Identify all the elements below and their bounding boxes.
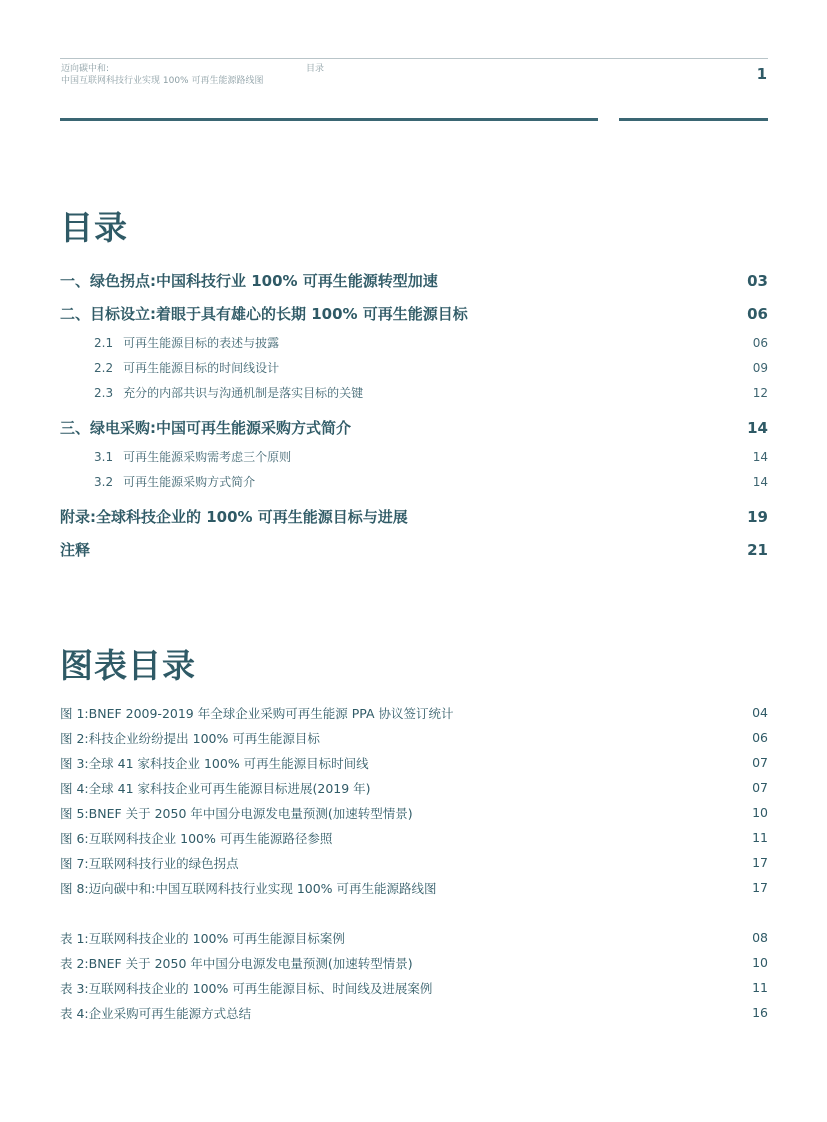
toc-entry-page: 14 xyxy=(752,474,768,489)
page-number: 1 xyxy=(756,65,767,83)
figure-entry-text: 图 4:全球 41 家科技企业可再生能源目标进展(2019 年) xyxy=(60,780,371,796)
toc-entry-page: 14 xyxy=(752,449,768,464)
toc-subentry[interactable] xyxy=(60,380,768,405)
toc-subentry-label: 可再生能源采购需考虑三个原则 xyxy=(123,450,292,464)
toc-subentry[interactable] xyxy=(60,355,768,380)
running-header-title xyxy=(61,63,263,87)
toc-entry-text: 三、绿电采购:中国可再生能源采购方式简介 xyxy=(60,419,352,437)
figure-entry-page: 06 xyxy=(752,730,768,745)
table-entry-page: 11 xyxy=(752,980,768,995)
figure-entry-page: 17 xyxy=(752,880,768,895)
running-header-line1: 迈向碳中和: xyxy=(61,64,110,74)
toc-subentry-label: 可再生能源采购方式简介 xyxy=(123,475,256,489)
toc-subentry-number: 3.1 xyxy=(94,450,114,464)
figure-entry-page: 04 xyxy=(752,705,768,720)
table-entry-text: 表 1:互联网科技企业的 100% 可再生能源目标案例 xyxy=(60,930,345,946)
figure-entry-page: 11 xyxy=(752,830,768,845)
toc-list xyxy=(60,264,768,566)
toc-entry-page: 06 xyxy=(747,304,768,323)
table-entry-text: 表 3:互联网科技企业的 100% 可再生能源目标、时间线及进展案例 xyxy=(60,980,433,996)
figure-entry[interactable] xyxy=(60,775,768,800)
figure-entry[interactable] xyxy=(60,725,768,750)
toc-entry-page: 09 xyxy=(752,360,768,375)
figure-entry[interactable] xyxy=(60,850,768,875)
header-bar-left xyxy=(60,118,598,121)
figure-entry[interactable] xyxy=(60,800,768,825)
table-entry-text: 表 4:企业采购可再生能源方式总结 xyxy=(60,1005,252,1021)
toc-entry-text xyxy=(94,473,255,490)
figures-title: 图表目录 xyxy=(60,646,196,685)
toc-entry[interactable] xyxy=(60,411,768,444)
toc-entry-text xyxy=(94,359,279,376)
figure-entry-text: 图 3:全球 41 家科技企业 100% 可再生能源目标时间线 xyxy=(60,755,369,771)
figure-entry-text: 图 2:科技企业纷纷提出 100% 可再生能源目标 xyxy=(60,730,320,746)
toc-subentry-number: 2.1 xyxy=(94,336,114,350)
toc-entry-text: 一、绿色拐点:中国科技行业 100% 可再生能源转型加速 xyxy=(60,272,438,290)
table-entry-page: 08 xyxy=(752,930,768,945)
figure-entry[interactable] xyxy=(60,700,768,725)
toc-entry-text xyxy=(94,448,291,465)
figures-list xyxy=(60,700,768,900)
toc-entry[interactable] xyxy=(60,297,768,330)
running-header-line2: 中国互联网科技行业实现 100% 可再生能源路线图 xyxy=(61,76,264,86)
toc-subentry[interactable] xyxy=(60,444,768,469)
figure-entry-text: 图 8:迈向碳中和:中国互联网科技行业实现 100% 可再生能源路线图 xyxy=(60,880,437,896)
figure-entry-page: 10 xyxy=(752,805,768,820)
table-entry[interactable] xyxy=(60,950,768,975)
table-entry[interactable] xyxy=(60,925,768,950)
figure-entry-text: 图 7:互联网科技行业的绿色拐点 xyxy=(60,855,239,871)
figure-entry-text: 图 5:BNEF 关于 2050 年中国分电源发电量预测(加速转型情景) xyxy=(60,805,413,821)
toc-subentry-number: 2.2 xyxy=(94,361,114,375)
toc-entry[interactable] xyxy=(60,500,768,533)
figure-entry-page: 07 xyxy=(752,755,768,770)
table-entry[interactable] xyxy=(60,975,768,1000)
toc-entry-page: 21 xyxy=(747,540,768,559)
toc-subentry[interactable] xyxy=(60,469,768,494)
toc-entry-page: 03 xyxy=(747,271,768,290)
figure-entry-text: 图 6:互联网科技企业 100% 可再生能源路径参照 xyxy=(60,830,333,846)
toc-entry-page: 19 xyxy=(747,507,768,526)
table-entry-page: 10 xyxy=(752,955,768,970)
figure-entry-page: 17 xyxy=(752,855,768,870)
tables-list xyxy=(60,925,768,1025)
toc-entry-text: 附录:全球科技企业的 100% 可再生能源目标与进展 xyxy=(60,508,408,526)
toc-entry-page: 12 xyxy=(752,385,768,400)
toc-entry-text: 注释 xyxy=(60,541,91,559)
table-entry[interactable] xyxy=(60,1000,768,1025)
toc-subentry-number: 2.3 xyxy=(94,386,114,400)
running-header-section: 目录 xyxy=(306,64,325,74)
header-rule xyxy=(60,58,768,59)
toc-subentry-number: 3.2 xyxy=(94,475,114,489)
toc-subentry[interactable] xyxy=(60,330,768,355)
toc-entry-text xyxy=(94,334,279,351)
toc-title: 目录 xyxy=(60,208,128,247)
figure-entry-text: 图 1:BNEF 2009-2019 年全球企业采购可再生能源 PPA 协议签订统计 xyxy=(60,705,454,721)
toc-subentry-label: 可再生能源目标的表述与披露 xyxy=(123,336,280,350)
toc-entry-text: 二、目标设立:着眼于具有雄心的长期 100% 可再生能源目标 xyxy=(60,305,468,323)
toc-subentry-label: 可再生能源目标的时间线设计 xyxy=(123,361,280,375)
figure-entry[interactable] xyxy=(60,825,768,850)
toc-entry-page: 14 xyxy=(747,418,768,437)
header-bar-right xyxy=(619,118,768,121)
figure-entry-page: 07 xyxy=(752,780,768,795)
toc-entry[interactable] xyxy=(60,264,768,297)
table-entry-text: 表 2:BNEF 关于 2050 年中国分电源发电量预测(加速转型情景) xyxy=(60,955,413,971)
figure-entry[interactable] xyxy=(60,750,768,775)
toc-subentry-label: 充分的内部共识与沟通机制是落实目标的关键 xyxy=(123,386,364,400)
figure-entry[interactable] xyxy=(60,875,768,900)
toc-entry-text xyxy=(94,384,363,401)
table-entry-page: 16 xyxy=(752,1005,768,1020)
toc-entry[interactable] xyxy=(60,533,768,566)
toc-entry-page: 06 xyxy=(752,335,768,350)
